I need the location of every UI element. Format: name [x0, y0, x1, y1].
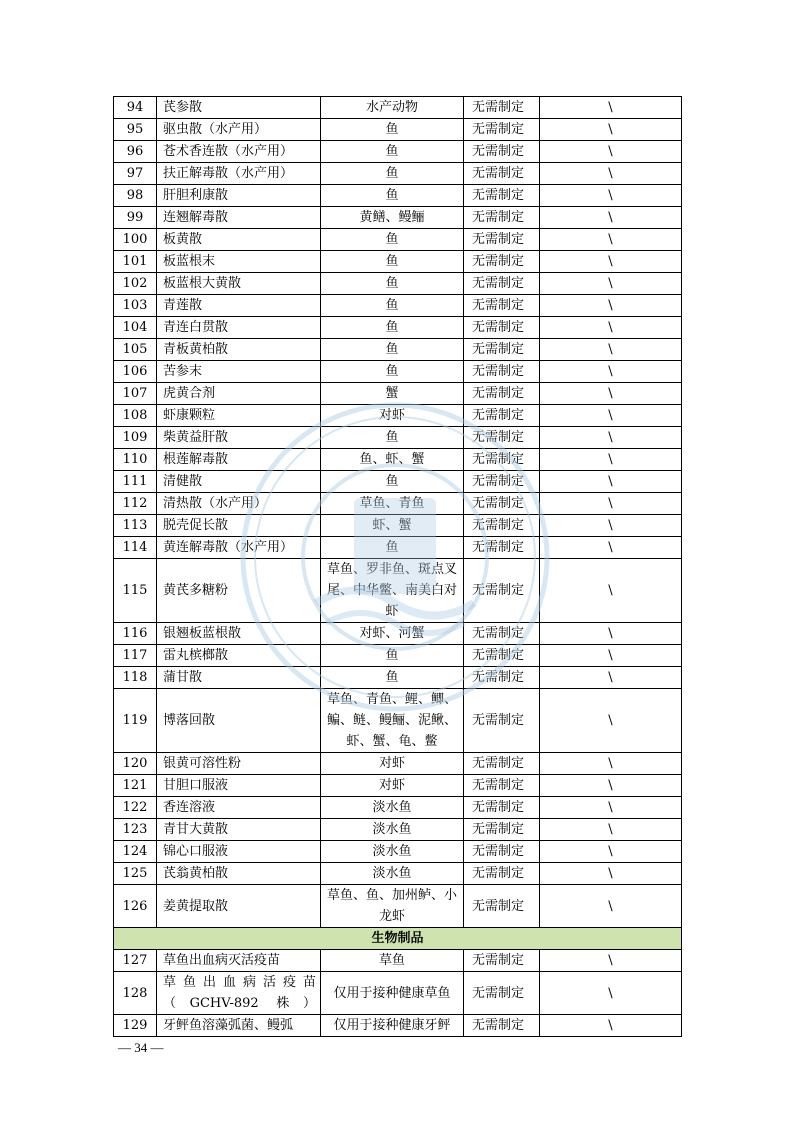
mrl-status: 无需制定 — [464, 405, 540, 427]
table-row — [114, 559, 682, 623]
row-number: 122 — [114, 797, 157, 819]
mrl-status: 无需制定 — [464, 273, 540, 295]
table-row — [114, 537, 682, 559]
mrl-status: 无需制定 — [464, 667, 540, 689]
mrl-value: \ — [540, 295, 682, 317]
drug-name: 青板黄柏散 — [157, 339, 321, 361]
row-number: 116 — [114, 623, 157, 645]
table-row — [114, 972, 682, 1015]
row-number: 99 — [114, 207, 157, 229]
drug-name: 锦心口服液 — [157, 841, 321, 863]
row-number: 94 — [114, 97, 157, 119]
table-row — [114, 97, 682, 119]
mrl-value: \ — [540, 471, 682, 493]
target-species: 仅用于接种健康草鱼 — [321, 972, 464, 1015]
table-row — [114, 405, 682, 427]
target-species: 草鱼、鱼、加州鲈、小龙虾 — [321, 885, 464, 928]
mrl-status: 无需制定 — [464, 471, 540, 493]
mrl-value: \ — [540, 645, 682, 667]
target-species: 鱼 — [321, 667, 464, 689]
mrl-status: 无需制定 — [464, 841, 540, 863]
target-species: 鱼 — [321, 273, 464, 295]
mrl-value: \ — [540, 427, 682, 449]
mrl-status: 无需制定 — [464, 1015, 540, 1037]
row-number: 104 — [114, 317, 157, 339]
mrl-value: \ — [540, 251, 682, 273]
target-species: 鱼 — [321, 537, 464, 559]
row-number: 113 — [114, 515, 157, 537]
row-number: 103 — [114, 295, 157, 317]
table-row — [114, 1015, 682, 1037]
mrl-status: 无需制定 — [464, 623, 540, 645]
mrl-value: \ — [540, 361, 682, 383]
target-species: 草鱼、青鱼 — [321, 493, 464, 515]
row-number: 125 — [114, 863, 157, 885]
mrl-value: \ — [540, 950, 682, 972]
mrl-value: \ — [540, 405, 682, 427]
table-row — [114, 361, 682, 383]
table-row — [114, 841, 682, 863]
target-species: 鱼 — [321, 251, 464, 273]
target-species: 对虾、河蟹 — [321, 623, 464, 645]
drug-name: 牙鲆鱼溶藻弧菌、鳗弧 — [157, 1015, 321, 1037]
drug-name: 青莲散 — [157, 295, 321, 317]
target-species: 对虾 — [321, 775, 464, 797]
table-row — [114, 317, 682, 339]
drug-name: 脱壳促长散 — [157, 515, 321, 537]
mrl-value: \ — [540, 97, 682, 119]
mrl-value: \ — [540, 163, 682, 185]
drug-name: 青甘大黄散 — [157, 819, 321, 841]
mrl-value: \ — [540, 623, 682, 645]
drug-name: 蒲甘散 — [157, 667, 321, 689]
target-species: 草鱼 — [321, 950, 464, 972]
mrl-status: 无需制定 — [464, 819, 540, 841]
row-number: 101 — [114, 251, 157, 273]
target-species: 仅用于接种健康牙鲆 — [321, 1015, 464, 1037]
drug-name: 银黄可溶性粉 — [157, 753, 321, 775]
row-number: 110 — [114, 449, 157, 471]
row-number: 124 — [114, 841, 157, 863]
mrl-value: \ — [540, 972, 682, 1015]
mrl-status: 无需制定 — [464, 449, 540, 471]
mrl-status: 无需制定 — [464, 559, 540, 623]
drug-name: 肝胆利康散 — [157, 185, 321, 207]
drug-name: 香连溶液 — [157, 797, 321, 819]
mrl-status: 无需制定 — [464, 863, 540, 885]
drug-name: 清热散（水产用） — [157, 493, 321, 515]
table-row — [114, 667, 682, 689]
mrl-status: 无需制定 — [464, 515, 540, 537]
target-species: 蟹 — [321, 383, 464, 405]
mrl-status: 无需制定 — [464, 251, 540, 273]
target-species: 黄鳝、鳗鲡 — [321, 207, 464, 229]
drug-name: 板蓝根末 — [157, 251, 321, 273]
drug-name: 扶正解毒散（水产用） — [157, 163, 321, 185]
target-species: 鱼 — [321, 163, 464, 185]
target-species: 淡水鱼 — [321, 841, 464, 863]
mrl-value: \ — [540, 863, 682, 885]
row-number: 129 — [114, 1015, 157, 1037]
mrl-status: 无需制定 — [464, 383, 540, 405]
table-row — [114, 863, 682, 885]
mrl-value: \ — [540, 273, 682, 295]
row-number: 121 — [114, 775, 157, 797]
table-row — [114, 273, 682, 295]
mrl-value: \ — [540, 689, 682, 753]
drug-name: 苦参末 — [157, 361, 321, 383]
table-row — [114, 775, 682, 797]
drug-name: 连翘解毒散 — [157, 207, 321, 229]
row-number: 109 — [114, 427, 157, 449]
table-row — [114, 427, 682, 449]
drug-name: 虎黄合剂 — [157, 383, 321, 405]
target-species: 鱼 — [321, 471, 464, 493]
row-number: 111 — [114, 471, 157, 493]
drug-name: 驱虫散（水产用） — [157, 119, 321, 141]
row-number: 114 — [114, 537, 157, 559]
row-number: 97 — [114, 163, 157, 185]
row-number: 100 — [114, 229, 157, 251]
mrl-status: 无需制定 — [464, 972, 540, 1015]
row-number: 112 — [114, 493, 157, 515]
mrl-value: \ — [540, 797, 682, 819]
table-row — [114, 819, 682, 841]
mrl-status: 无需制定 — [464, 207, 540, 229]
row-number: 108 — [114, 405, 157, 427]
drug-name: 根莲解毒散 — [157, 449, 321, 471]
table-row — [114, 251, 682, 273]
drug-name: 柴黄益肝散 — [157, 427, 321, 449]
target-species: 鱼 — [321, 141, 464, 163]
table-row — [114, 753, 682, 775]
row-number: 118 — [114, 667, 157, 689]
drug-name: 姜黄提取散 — [157, 885, 321, 928]
mrl-status: 无需制定 — [464, 119, 540, 141]
table-row — [114, 207, 682, 229]
table-row — [114, 383, 682, 405]
mrl-status: 无需制定 — [464, 295, 540, 317]
mrl-value: \ — [540, 819, 682, 841]
target-species: 鱼 — [321, 229, 464, 251]
mrl-status: 无需制定 — [464, 689, 540, 753]
target-species: 虾、蟹 — [321, 515, 464, 537]
mrl-status: 无需制定 — [464, 537, 540, 559]
row-number: 115 — [114, 559, 157, 623]
drug-name: 芪参散 — [157, 97, 321, 119]
mrl-status: 无需制定 — [464, 185, 540, 207]
mrl-status: 无需制定 — [464, 753, 540, 775]
table-row — [114, 295, 682, 317]
mrl-value: \ — [540, 775, 682, 797]
mrl-status: 无需制定 — [464, 885, 540, 928]
mrl-value: \ — [540, 559, 682, 623]
target-species: 鱼、虾、蟹 — [321, 449, 464, 471]
target-species: 淡水鱼 — [321, 863, 464, 885]
mrl-value: \ — [540, 119, 682, 141]
target-species: 鱼 — [321, 317, 464, 339]
mrl-value: \ — [540, 885, 682, 928]
target-species: 草鱼、罗非鱼、斑点叉尾、中华鳖、南美白对虾 — [321, 559, 464, 623]
drug-name: 板蓝根大黄散 — [157, 273, 321, 295]
target-species: 鱼 — [321, 361, 464, 383]
drug-name: 博落回散 — [157, 689, 321, 753]
target-species: 淡水鱼 — [321, 819, 464, 841]
table-row — [114, 493, 682, 515]
row-number: 98 — [114, 185, 157, 207]
mrl-status: 无需制定 — [464, 339, 540, 361]
drug-name: 板黄散 — [157, 229, 321, 251]
drug-name: 清健散 — [157, 471, 321, 493]
drug-name: 黄芪多糖粉 — [157, 559, 321, 623]
drug-name: 银翘板蓝根散 — [157, 623, 321, 645]
table-row — [114, 645, 682, 667]
mrl-status: 无需制定 — [464, 775, 540, 797]
mrl-value: \ — [540, 515, 682, 537]
row-number: 128 — [114, 972, 157, 1015]
table-row — [114, 141, 682, 163]
mrl-status: 无需制定 — [464, 97, 540, 119]
mrl-value: \ — [540, 449, 682, 471]
mrl-status: 无需制定 — [464, 493, 540, 515]
mrl-status: 无需制定 — [464, 950, 540, 972]
table-row — [114, 623, 682, 645]
table-row — [114, 950, 682, 972]
mrl-value: \ — [540, 339, 682, 361]
mrl-value: \ — [540, 1015, 682, 1037]
mrl-status: 无需制定 — [464, 229, 540, 251]
mrl-value: \ — [540, 753, 682, 775]
table-row — [114, 885, 682, 928]
target-species: 草鱼、青鱼、鲤、鲫、鳊、鲢、鳗鲡、泥鳅、虾、蟹、龟、鳖 — [321, 689, 464, 753]
row-number: 120 — [114, 753, 157, 775]
mrl-value: \ — [540, 185, 682, 207]
mrl-status: 无需制定 — [464, 141, 540, 163]
table-row — [114, 449, 682, 471]
row-number: 107 — [114, 383, 157, 405]
section-header-row — [114, 928, 682, 950]
table-row — [114, 515, 682, 537]
drug-table — [113, 96, 682, 1037]
mrl-value: \ — [540, 667, 682, 689]
mrl-status: 无需制定 — [464, 797, 540, 819]
page-number: — 34 — — [118, 1040, 164, 1055]
target-species: 鱼 — [321, 295, 464, 317]
mrl-value: \ — [540, 141, 682, 163]
mrl-value: \ — [540, 493, 682, 515]
mrl-value: \ — [540, 317, 682, 339]
drug-name: 苍术香连散（水产用） — [157, 141, 321, 163]
table-row — [114, 163, 682, 185]
mrl-value: \ — [540, 383, 682, 405]
mrl-status: 无需制定 — [464, 427, 540, 449]
mrl-status: 无需制定 — [464, 317, 540, 339]
table-row — [114, 471, 682, 493]
section-title: 生物制品 — [114, 928, 682, 950]
table-row — [114, 185, 682, 207]
row-number: 96 — [114, 141, 157, 163]
drug-name: 虾康颗粒 — [157, 405, 321, 427]
row-number: 126 — [114, 885, 157, 928]
row-number: 105 — [114, 339, 157, 361]
mrl-value: \ — [540, 537, 682, 559]
table-row — [114, 689, 682, 753]
target-species: 对虾 — [321, 753, 464, 775]
drug-name: 草鱼出血病灭活疫苗 — [157, 950, 321, 972]
table-row — [114, 229, 682, 251]
row-number: 127 — [114, 950, 157, 972]
target-species: 对虾 — [321, 405, 464, 427]
mrl-status: 无需制定 — [464, 163, 540, 185]
target-species: 鱼 — [321, 427, 464, 449]
target-species: 鱼 — [321, 645, 464, 667]
row-number: 117 — [114, 645, 157, 667]
target-species: 水产动物 — [321, 97, 464, 119]
mrl-value: \ — [540, 207, 682, 229]
drug-name: 甘胆口服液 — [157, 775, 321, 797]
mrl-value: \ — [540, 841, 682, 863]
table-row — [114, 797, 682, 819]
drug-name: 草鱼出血病活疫苗（GCHV-892 株） — [157, 972, 321, 1015]
table-row — [114, 339, 682, 361]
row-number: 106 — [114, 361, 157, 383]
row-number: 123 — [114, 819, 157, 841]
table-row — [114, 119, 682, 141]
drug-name: 黄连解毒散（水产用） — [157, 537, 321, 559]
mrl-value: \ — [540, 229, 682, 251]
row-number: 102 — [114, 273, 157, 295]
drug-name: 雷丸槟榔散 — [157, 645, 321, 667]
target-species: 鱼 — [321, 119, 464, 141]
row-number: 95 — [114, 119, 157, 141]
mrl-status: 无需制定 — [464, 361, 540, 383]
target-species: 鱼 — [321, 185, 464, 207]
target-species: 鱼 — [321, 339, 464, 361]
target-species: 淡水鱼 — [321, 797, 464, 819]
drug-name: 芪翁黄柏散 — [157, 863, 321, 885]
row-number: 119 — [114, 689, 157, 753]
mrl-status: 无需制定 — [464, 645, 540, 667]
drug-name: 青连白贯散 — [157, 317, 321, 339]
